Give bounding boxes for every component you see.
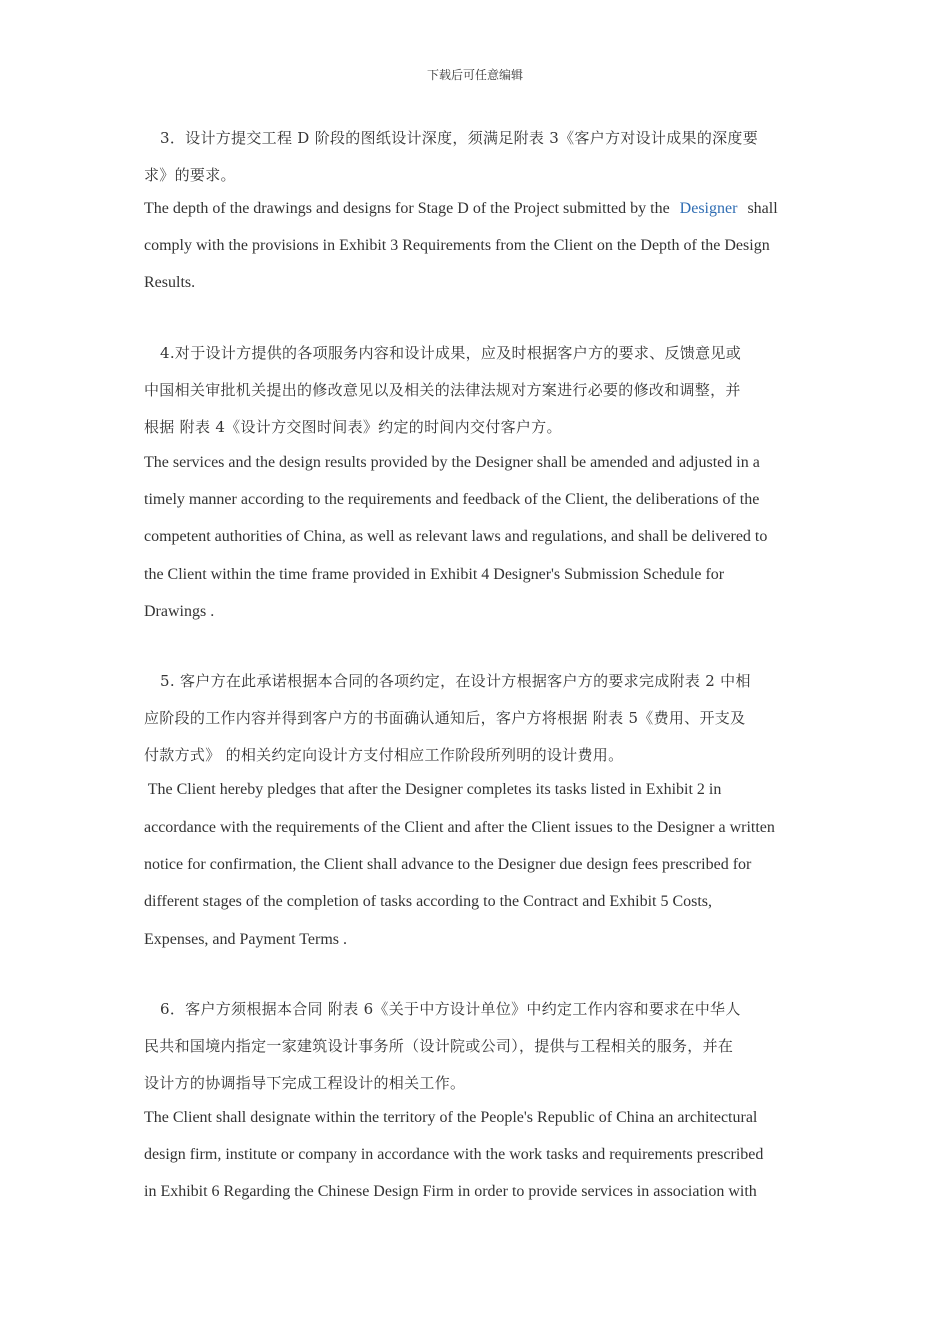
section-5-en-line-1: The Client hereby pledges that after the Designer completes its tasks listed in Exhibit 2 in [144, 781, 722, 798]
section-3-cn-line-2: 求》的要求。 [144, 166, 236, 184]
section-3-en-line-3: Results. [144, 274, 196, 291]
section-4-en-line-3: competent authorities of China, as well as relevant laws and regulations, and shall be delivered to [144, 528, 768, 545]
section-4-cn-line-2: 中国相关审批机关提出的修改意见以及相关的法律法规对方案进行必要的修改和调整，并 [144, 381, 741, 399]
section-3-en-text-end: shall [747, 200, 778, 217]
section-6-cn-line-3: 设计方的协调指导下完成工程设计的相关工作。 [144, 1074, 466, 1092]
section-5-en-line-4: different stages of the completion of tasks according to the Contract and Exhibit 5 Costs, [144, 893, 713, 910]
section-5-cn-line-3: 付款方式》 的相关约定向设计方支付相应工作阶段所列明的设计费用。 [144, 746, 624, 764]
section-6-en-line-1: The Client shall designate within the territory of the People's Republic of China an architectural [144, 1109, 758, 1126]
section-5-en-line-2: accordance with the requirements of the Client and after the Client issues to the Designer a written [144, 819, 775, 836]
section-3-en-line-1 [144, 199, 806, 219]
section-3-en-line-2: comply with the provisions in Exhibit 3 Requirements from the Client on the Depth of the Design [144, 237, 770, 254]
section-4-en-line-2: timely manner according to the requirements and feedback of the Client, the deliberations of the [144, 491, 760, 508]
section-6-cn-line-2: 民共和国境内指定一家建筑设计事务所（设计院或公司），提供与工程相关的服务，并在 [144, 1037, 734, 1055]
section-6-en-line-2: design firm, institute or company in accordance with the work tasks and requirements prescribed [144, 1146, 764, 1163]
section-4-en-line-4: the Client within the time frame provided in Exhibit 4 Designer's Submission Schedule for [144, 566, 725, 583]
section-4-en-line-5: Drawings . [144, 603, 215, 620]
section-5-cn-line-2: 应阶段的工作内容并得到客户方的书面确认通知后，客户方将根据 附表 5《费用、开支及 [144, 709, 746, 727]
section-5-cn-line-1: 5. 客户方在此承诺根据本合同的各项约定，在设计方根据客户方的要求完成附表 2 中相 [160, 672, 751, 690]
section-5-en-line-5: Expenses, and Payment Terms . [144, 931, 347, 948]
section-4-cn-line-3: 根据 附表 4《设计方交图时间表》约定的时间内交付客户方。 [144, 418, 562, 436]
page-header: 下载后可任意编辑 [426, 68, 523, 82]
section-3-cn-line-1: 3．设计方提交工程 D 阶段的图纸设计深度，须满足附表 3《客户方对设计成果的深度要 [160, 129, 759, 147]
section-4-en-line-1: The services and the design results provided by the Designer shall be amended and adjusted in a [144, 454, 760, 471]
section-5-en-line-3: notice for confirmation, the Client shall advance to the Designer due design fees prescribed for [144, 856, 752, 873]
section-3-en-text: The depth of the drawings and designs for Stage D of the Project submitted by the [144, 200, 670, 217]
section-6-cn-line-1: 6．客户方须根据本合同 附表 6《关于中方设计单位》中约定工作内容和要求在中华人 [160, 1000, 741, 1018]
section-4-cn-line-1: 4.对于设计方提供的各项服务内容和设计成果，应及时根据客户方的要求、反馈意见或 [160, 344, 742, 362]
section-6-en-line-3: in Exhibit 6 Regarding the Chinese Design Firm in order to provide services in association with [144, 1183, 757, 1200]
designer-link[interactable]: Designer [679, 200, 738, 217]
